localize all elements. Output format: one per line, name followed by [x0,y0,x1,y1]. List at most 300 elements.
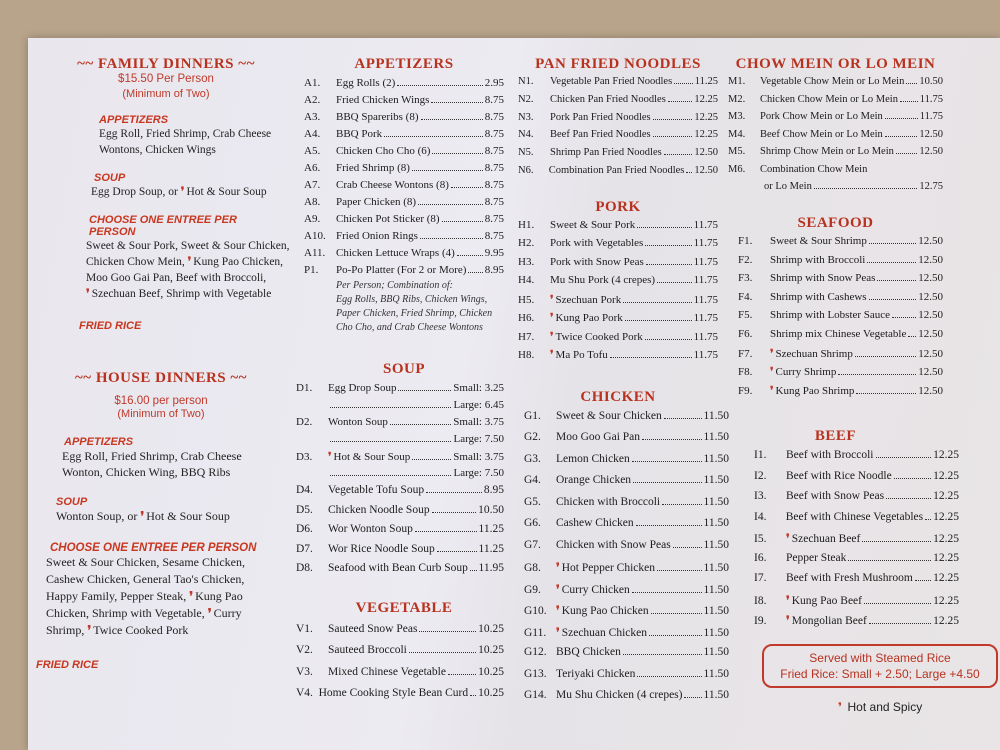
leader-dots [869,623,931,624]
item-price: 10.25 [478,687,504,699]
item-price: 11.50 [703,626,729,639]
menu-item-a6 [304,162,504,179]
item-price: 11.25 [694,76,718,87]
leader-dots [637,227,691,228]
item-code: A8. [304,196,321,208]
house-appetizers-text: Egg Roll, Fried Shrimp, Crab Cheese Wonton, Chicken Wing, BBQ Ribs [62,449,242,479]
item-price: 8.75 [484,162,504,174]
item-name: Sweet & Sour Chicken [556,409,662,422]
item-code: D2. [296,416,313,428]
leader-dots [838,374,916,375]
leader-dots [468,272,482,273]
leader-dots [684,697,701,698]
item-code: D6. [296,523,313,535]
item-name: Beef Pan Fried Noodles [550,129,651,141]
menu-item-a11 [304,247,504,264]
item-code: H1. [518,218,535,231]
leader-dots [686,172,692,173]
menu-item-a4 [304,128,504,145]
item-code: G3. [524,452,541,465]
item-code: N4. [518,129,534,141]
menu-item-g14 [524,689,729,711]
item-price: 12.50 [918,384,943,397]
item-name: Pepper Steak [786,551,847,564]
chicken-list [524,410,729,711]
menu-item-f3 [738,272,943,291]
item-name: Chicken Pan Fried Noodles [550,93,666,105]
item-name: Pork Pan Fried Noodles [550,111,651,123]
chili-icon: ❜ [786,594,790,607]
item-code: N2. [518,93,534,105]
house-minimum: (Minimum of Two) [117,408,205,420]
item-name: Mixed Chinese Vegetable [328,665,446,678]
leader-dots [869,243,916,244]
item-price: 11.75 [693,293,718,306]
leader-dots [876,457,932,458]
leader-dots [673,547,702,548]
item-name: Beef with Broccoli [786,449,874,462]
item-name: Shrimp with Broccoli [770,253,866,266]
item-price: 11.50 [703,474,729,487]
chili-icon: ❜ [87,623,92,637]
item-name: Wor Rice Noodle Soup [328,542,435,555]
item-price: 12.25 [933,469,959,482]
item-code: F6. [738,327,753,340]
menu-item-g8 [524,560,729,582]
item-name: Lemon Chicken [556,452,630,465]
chili-icon: ❜ [86,288,90,300]
family-dinners-title: ~~ FAMILY DINNERS ~~ [77,56,255,72]
item-code: I2. [754,469,767,482]
leader-dots [426,492,482,493]
leader-dots [649,635,702,636]
menu-item-h3 [518,256,718,275]
item-code: H7. [518,330,535,343]
leader-dots [420,238,483,239]
menu-item-m1 [728,76,943,94]
item-price-small: 3.25 [484,382,504,394]
item-code: F8. [738,366,753,379]
chowmein-column [728,56,980,714]
item-price: 11.95 [478,562,504,574]
pork-title: PORK [595,198,641,215]
item-code: H5. [518,293,535,306]
menu-item-i8 [754,593,959,614]
platter-note: Per Person; Combination of: Egg Rolls, BBQ Ribs, Chicken Wings, Paper Chicken, Fried Shrimp, Chicken Cho Cho, and Crab Cheese Wontons [336,280,493,333]
item-name: Wor Wonton Soup [328,523,413,535]
leader-dots [645,339,692,340]
item-name: Sweet & Sour Pork [550,218,636,231]
menu-item-m2 [728,94,943,112]
item-price: 11.75 [693,218,718,231]
noodles-column [518,56,729,711]
item-code: H6. [518,312,535,325]
item-name: BBQ Pork [336,128,383,140]
small-label: Small: [453,416,482,428]
item-price-small: 3.75 [484,451,504,463]
item-price: 11.75 [693,274,718,287]
chili-icon: ❜ [189,589,194,603]
leader-dots [330,475,451,476]
item-price: 10.50 [478,503,504,516]
item-code: H2. [518,237,535,250]
item-price: 12.25 [933,449,959,462]
menu-item-a8 [304,196,504,213]
item-code: G9. [524,583,541,596]
menu-item-f6 [738,328,943,347]
item-code: I9. [754,615,767,628]
item-name: Szechuan Shrimp [775,347,853,360]
item-code: V1. [296,622,313,635]
item-code: D5. [296,503,313,516]
house-soup-heading: SOUP [56,496,88,508]
menu-item-n4 [518,129,718,147]
item-code: D3. [296,451,313,463]
item-price: 11.50 [703,495,729,508]
noodle-list [518,76,718,183]
menu-item-h7 [518,330,718,349]
item-name: Home Cooking Style Bean Curd [318,687,469,699]
item-code: D7. [296,542,313,555]
chili-icon: ❜ [550,330,554,343]
item-price: 12.25 [694,129,718,141]
menu-item-g7 [524,539,729,561]
leader-dots [636,525,702,526]
item-name: Egg Drop Soup [328,382,397,394]
item-code: P1. [304,264,319,276]
item-name: Chicken Chow Mein or Lo Mein [760,93,898,105]
chili-icon: ❜ [770,384,774,397]
item-price: 11.75 [919,93,943,105]
leader-dots [418,204,483,205]
item-code: A5. [304,145,321,157]
item-name: Sauteed Snow Peas [328,622,418,635]
menu-item-a7 [304,179,504,196]
menu-paper [28,38,1000,750]
menu-item-m6-cont: or Lo Mein 12.75 [764,181,943,193]
item-code: I8. [754,594,767,607]
vegetable-title: VEGETABLE [355,599,453,616]
item-price-large: 7.50 [484,433,504,445]
menu-item-f7 [738,347,943,366]
item-name: Shrimp with Cashews [770,290,867,303]
item-name: Vegetable Tofu Soup [328,484,425,496]
menu-item-n2 [518,94,718,112]
item-code: A11. [304,247,326,259]
appetizers-column [296,56,504,709]
item-price: 11.50 [703,409,729,422]
leader-dots [632,592,702,593]
menu-item-g12 [524,646,729,668]
item-price: 11.50 [703,667,729,680]
item-code: M2. [728,93,746,105]
menu-item-g2 [524,431,729,453]
item-price: 11.75 [693,330,718,343]
leader-dots [421,119,483,120]
menu-item-large [296,467,504,484]
item-price: 10.25 [478,644,504,656]
item-price: 12.50 [918,290,943,303]
chowmein-title: CHOW MEIN OR LO MEIN [735,56,936,72]
leader-dots [862,541,931,542]
item-price: 12.50 [918,327,943,340]
item-name: Kung Pao Chicken [561,605,649,618]
item-name: Wonton Soup [328,416,388,428]
leader-dots [885,136,918,137]
item-name: Egg Rolls (2) [336,77,396,89]
menu-item-h4 [518,274,718,293]
menu-item-i4 [754,511,959,532]
item-code: A9. [304,213,321,225]
item-price-large: 7.50 [484,467,504,479]
leader-dots [869,299,917,300]
leader-dots [415,531,477,532]
item-name: Fried Onion Rings [336,230,418,242]
large-label: Large: [453,467,482,479]
item-price: 12.50 [918,272,943,285]
leader-dots [664,418,702,419]
menu-item-g11 [524,625,729,647]
leader-dots [442,221,483,222]
item-code: A10. [304,230,326,242]
item-name: Kung Pao Beef [791,594,862,607]
item-name: Twice Cooked Pork [555,330,643,343]
menu-item-d2 [296,416,504,433]
item-code: M3. [728,111,746,123]
item-price: 11.50 [703,431,729,444]
leader-dots [625,320,692,321]
item-price: 2.95 [484,77,504,89]
chili-icon: ❜ [550,312,554,325]
item-name: Orange Chicken [556,474,632,487]
chili-icon: ❜ [207,606,212,620]
menu-item-i6 [754,552,959,573]
house-entree-heading: CHOOSE ONE ENTREE PER PERSON [50,542,257,554]
menu-item-g5 [524,496,729,518]
item-price: 8.75 [484,230,504,242]
menu-item-f1 [738,235,943,254]
house-entree-text: Sweet & Sour Chicken, Sesame Chicken, Cashew Chicken, General Tao's Chicken, Happy Family, Pepper Steak, ❜ Kung Pao Chicken, Shrimp with Vegetable, ❜ Curry Shrimp, ❜ Twice Cooked Pork [46,555,245,637]
menu-item-d4 [296,484,504,504]
item-price: 12.50 [694,147,718,159]
item-code: G14. [524,689,547,702]
item-price: 11.50 [703,605,729,618]
item-code: F3. [738,272,753,285]
leader-dots [384,136,483,137]
menu-item-v3 [296,666,504,688]
leader-dots [409,652,476,653]
item-price: 9.95 [484,247,504,259]
item-code: G10. [524,605,547,618]
item-code: D4. [296,484,313,496]
item-price: 11.75 [693,255,718,268]
rice-info-box: Served with Steamed Rice Fried Rice: Small + 2.50; Large +4.50 [762,644,998,688]
item-price: 11.50 [703,646,729,659]
item-name: Hot Pepper Chicken [561,562,655,575]
item-price: 12.25 [933,594,959,607]
item-name: Kung Pao Pork [555,312,623,325]
item-name: Shrimp with Lobster Sauce [770,309,891,322]
item-price: 8.95 [484,264,504,276]
item-name: Chicken Lettuce Wraps (4) [336,247,455,259]
item-name: Beef with Snow Peas [786,490,885,503]
menu-item-g13 [524,668,729,690]
menu-item-m5 [728,146,943,164]
menu-item-a5 [304,145,504,162]
leader-dots [470,570,477,571]
item-price: 12.50 [694,164,718,176]
menu-item-f2 [738,254,943,273]
leader-dots [431,102,482,103]
item-price-large: 6.45 [484,399,504,411]
item-name: Chicken Pot Sticker (8) [336,213,440,225]
appetizer-list [304,77,504,281]
house-appetizers-heading: APPETIZERS [64,436,134,448]
leader-dots [855,356,916,357]
item-name: Fried Shrimp (8) [336,162,410,174]
leader-dots [856,393,916,394]
leader-dots [657,570,702,571]
menu-item-m6: M6. Combination Chow Mein [728,163,868,175]
menu-item-h2 [518,237,718,256]
small-label: Small: [453,382,482,394]
menu-item-large [296,399,504,416]
item-name: Crab Cheese Wontons (8) [336,179,449,191]
item-code: A4. [304,128,321,140]
leader-dots [906,83,917,84]
item-price: 11.75 [693,312,718,325]
leader-dots [397,85,482,86]
chili-icon: ❜ [770,347,774,360]
leader-dots [457,255,483,256]
item-name: Mu Shu Pork (4 crepes) [550,274,656,287]
menu-item-i7 [754,572,959,593]
item-code: F7. [738,347,753,360]
item-price: 11.75 [693,349,718,362]
chowmein-list [728,76,943,164]
item-name: Pork with Vegetables [550,237,644,250]
chili-icon: ❜ [786,615,790,628]
item-price: 8.75 [484,179,504,191]
item-name: Cashew Chicken [556,517,634,530]
item-price: 12.50 [918,234,943,247]
item-name: Moo Goo Gai Pan [556,431,641,444]
item-price: 12.50 [918,309,943,322]
chili-icon: ❜ [556,626,560,639]
item-price: 12.25 [933,533,959,546]
item-name: Hot & Sour Soup [333,451,411,463]
leader-dots [623,302,691,303]
item-name: Paper Chicken (8) [336,196,417,208]
item-code: I1. [754,449,767,462]
family-entree-text: Sweet & Sour Pork, Sweet & Sour Chicken, Chicken Chow Mein, ❜ Kung Pao Chicken, Moo Goo Gai Pan, Beef with Broccoli, ❜ Szechuan Beef, Shrimp with Vegetable [86,240,290,300]
vegetable-list [296,623,504,709]
menu-item-v1 [296,623,504,645]
item-name: BBQ Spareribs (8) [336,111,419,123]
leader-dots [864,603,931,604]
menu-item-g6 [524,517,729,539]
chili-icon: ❜ [187,256,192,268]
item-code: F2. [738,253,753,266]
chili-icon: ❜ [770,366,774,379]
menu-item-m3 [728,111,943,129]
item-price: 11.50 [703,517,729,530]
chili-icon: ❜ [556,562,560,575]
leader-dots [867,262,916,263]
item-code: A7. [304,179,321,191]
item-name: Chicken Cho Cho (6) [336,145,431,157]
small-label: Small: [453,451,482,463]
item-name: Shrimp with Snow Peas [770,272,876,285]
item-code: G7. [524,538,541,551]
leader-dots [412,170,483,171]
menu-item-n3 [518,112,718,130]
item-price: 12.25 [694,111,718,123]
leader-dots [646,264,692,265]
family-entree-heading: CHOOSE ONE ENTREE PER PERSON [89,214,237,238]
menu-item-h6 [518,311,718,330]
item-name: Vegetable Chow Mein or Lo Mein [760,76,905,87]
house-fried-rice: FRIED RICE [36,659,99,671]
seafood-list [738,235,943,402]
item-price: 11.50 [703,689,729,702]
item-name: Szechuan Pork [555,293,622,306]
item-code: G6. [524,517,541,530]
item-code: F9. [738,384,753,397]
chili-icon: ❜ [786,533,790,546]
item-code: G13. [524,667,547,680]
item-code: A3. [304,111,321,123]
item-code: I4. [754,510,767,523]
item-code: I5. [754,533,767,546]
item-price: 11.50 [703,452,729,465]
leader-dots [448,674,476,675]
leader-dots [894,478,931,479]
item-code: G1. [524,409,541,422]
leader-dots [674,83,693,84]
house-price: $16.00 per person [114,395,208,407]
item-code: N6. [518,164,534,176]
leader-dots [653,119,693,120]
family-soup-text: Egg Drop Soup, or ❜ Hot & Sour Soup [91,186,267,198]
menu-item-i2 [754,470,959,491]
item-price: 11.75 [919,111,943,123]
item-name: Chicken Noodle Soup [328,503,430,516]
leader-dots [886,498,931,499]
chili-icon: ❜ [550,349,554,362]
house-dinners-title: ~~ HOUSE DINNERS ~~ [75,370,247,386]
menu-item-d1 [296,382,504,399]
leader-dots [633,482,702,483]
dinners-column [36,56,290,671]
item-name: Chicken with Snow Peas [556,538,671,551]
menu-item-m4 [728,129,943,147]
menu-item-n5 [518,147,718,165]
item-code: G11. [524,626,547,639]
item-code: A6. [304,162,321,174]
leader-dots [657,282,692,283]
item-code: I3. [754,490,767,503]
leader-dots [412,459,451,460]
menu-item-i9 [754,613,959,634]
menu-item-f9 [738,384,943,403]
item-name: Beef with Fresh Mushroom [786,572,913,585]
item-name: Shrimp mix Chinese Vegetable [770,327,907,340]
item-name: Mongolian Beef [791,615,867,628]
item-code: F5. [738,309,753,322]
item-code: F1. [738,234,753,247]
menu-item-d6 [296,523,504,543]
